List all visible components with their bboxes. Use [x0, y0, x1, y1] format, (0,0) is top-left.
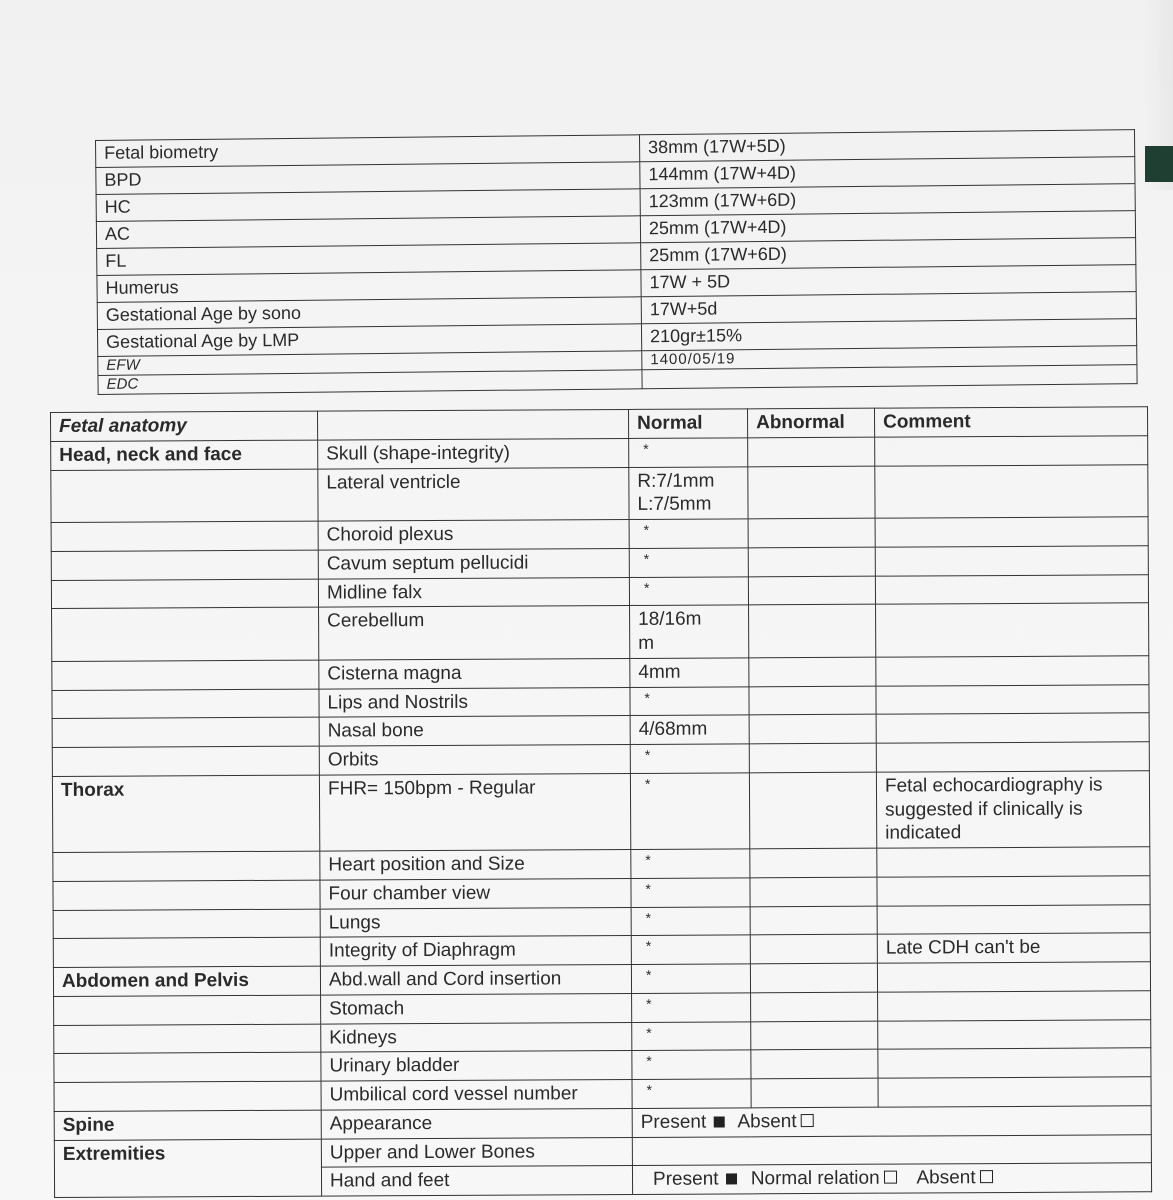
comment-value [877, 847, 1150, 877]
biometry-value: 1400/05/19 [642, 346, 1137, 370]
biometry-value: 17W+5d [641, 292, 1136, 324]
normal-value: * [631, 878, 750, 907]
table-row [52, 770, 1149, 852]
normal-relation-label: Normal relation [750, 1167, 880, 1190]
normal-value: * [630, 744, 749, 773]
region-label: Thorax [52, 775, 319, 853]
region-label [54, 1024, 321, 1054]
normal-value: * [629, 576, 748, 605]
abnormal-value [751, 1049, 878, 1078]
absent-label: Absent [737, 1110, 797, 1133]
normal-value: * [631, 964, 750, 993]
region-label [53, 909, 320, 939]
normal-value: 18/16m m [630, 605, 749, 658]
region-label [53, 851, 320, 881]
anatomy-item: Heart position and Size [320, 849, 631, 879]
normal-value: * [629, 519, 748, 548]
normal-value: * [632, 1050, 751, 1079]
header-item-blank [317, 409, 628, 439]
normal-value: * [630, 773, 749, 850]
region-label [52, 689, 319, 719]
biometry-label: FL [97, 243, 641, 276]
anatomy-item: Midline falx [318, 577, 629, 607]
biometry-label: Humerus [97, 270, 641, 303]
abnormal-value [749, 686, 876, 715]
normal-value: * [631, 906, 750, 935]
comment-value: Late CDH can't be [877, 933, 1150, 963]
anatomy-title: Fetal anatomy [51, 411, 318, 441]
anatomy-item: Integrity of Diaphragm [320, 936, 631, 966]
abnormal-value [748, 437, 875, 466]
normal-value: 4mm [630, 658, 749, 687]
abnormal-value [748, 547, 875, 576]
item-appearance: Appearance [321, 1108, 632, 1138]
anatomy-item: Cisterna magna [319, 658, 630, 688]
abnormal-value [751, 992, 878, 1021]
anatomy-item: Lips and Nostrils [319, 687, 630, 717]
abnormal-value [749, 772, 876, 849]
checked-box-icon [726, 1174, 737, 1185]
abnormal-value [748, 576, 875, 605]
comment-value [877, 904, 1150, 934]
abnormal-value [748, 466, 875, 519]
normal-value: R:7/1mm L:7/5mm [629, 466, 748, 519]
comment-value [875, 574, 1148, 604]
region-label [51, 579, 318, 609]
fetal-anatomy-table [50, 406, 1152, 1198]
comment-value [878, 990, 1151, 1020]
biometry-label: AC [96, 216, 640, 249]
abnormal-value [750, 877, 877, 906]
fetal-biometry-table [95, 129, 1138, 395]
region-label [51, 550, 318, 580]
biometry-label: Gestational Age by sono [97, 297, 641, 330]
biometry-value: 144mm (17W+4D) [640, 157, 1135, 189]
normal-value: * [632, 993, 751, 1022]
table-row [52, 603, 1149, 661]
empty-box-icon [801, 1114, 814, 1127]
biometry-label: EFW [98, 351, 642, 376]
normal-value: 4/68mm [630, 715, 749, 744]
normal-value: * [629, 548, 748, 577]
abnormal-value [751, 1021, 878, 1050]
comment-value [875, 436, 1148, 466]
anatomy-item: Umbilical cord vessel number [321, 1079, 632, 1109]
comment-value: Fetal echocardiography is suggested if clinically is indicated [876, 770, 1149, 848]
biometry-value: 25mm (17W+6D) [641, 238, 1136, 270]
abnormal-value [749, 743, 876, 772]
normal-value: * [631, 849, 750, 878]
anatomy-item: Lungs [320, 907, 631, 937]
abnormal-value [749, 604, 876, 657]
anatomy-item: FHR= 150bpm - Regular [319, 773, 630, 851]
header-normal: Normal [628, 409, 747, 438]
region-label [54, 1052, 321, 1082]
biometry-value: 17W + 5D [641, 265, 1136, 297]
region-label [53, 937, 320, 967]
biometry-label: BPD [96, 162, 640, 195]
anatomy-item: Lateral ventricle [318, 467, 629, 521]
comment-value [876, 742, 1149, 772]
biometry-value [642, 365, 1137, 389]
region-label: Head, neck and face [51, 440, 318, 470]
hand-options [632, 1163, 1151, 1194]
abnormal-value [748, 518, 875, 547]
empty-box-icon [980, 1170, 993, 1183]
biometry-value: 25mm (17W+4D) [640, 211, 1135, 243]
comment-value [878, 1077, 1151, 1107]
biometry-value: 210gr±15% [641, 319, 1136, 351]
comment-value [875, 517, 1148, 547]
spine-options [632, 1105, 1151, 1136]
normal-value: * [631, 935, 750, 964]
table-row [51, 464, 1148, 522]
anatomy-item: Stomach [321, 993, 632, 1023]
comment-value [877, 875, 1150, 905]
empty-box-icon [884, 1171, 897, 1184]
biometry-label: Gestational Age by LMP [97, 324, 641, 357]
abnormal-value [749, 657, 876, 686]
region-label [52, 717, 319, 747]
comment-value [876, 603, 1149, 657]
region-label [53, 880, 320, 910]
absent-label: Absent [916, 1167, 976, 1189]
region-label [54, 1081, 321, 1111]
abnormal-value [751, 1078, 878, 1107]
abnormal-value [750, 906, 877, 935]
comment-value [876, 713, 1149, 743]
abnormal-value [750, 963, 877, 992]
anatomy-item: Abd.wall and Cord insertion [320, 964, 631, 994]
region-spine: Spine [54, 1110, 321, 1140]
biometry-label: Fetal biometry [96, 135, 640, 168]
header-abnormal: Abnormal [747, 408, 874, 437]
comment-value [875, 546, 1148, 576]
region-extremities: Extremities [54, 1139, 321, 1198]
abnormal-value [749, 714, 876, 743]
normal-value: * [632, 1079, 751, 1108]
anatomy-item: Cavum septum pellucidi [318, 548, 629, 578]
present-label: Present [640, 1111, 707, 1133]
anatomy-item: Kidneys [321, 1022, 632, 1052]
comment-value [875, 464, 1148, 518]
comment-value [878, 1048, 1151, 1078]
region-label [51, 469, 318, 523]
abnormal-value [750, 848, 877, 877]
anatomy-item: Nasal bone [319, 716, 630, 746]
normal-value: * [629, 438, 748, 467]
normal-value: * [630, 686, 749, 715]
biometry-label: EDC [98, 370, 642, 395]
comment-value [876, 684, 1149, 714]
comment-value [876, 656, 1149, 686]
biometry-value: 123mm (17W+6D) [640, 184, 1135, 216]
item-upper-lower-bones: Upper and Lower Bones [321, 1137, 632, 1167]
item-hand-feet: Hand and feet [321, 1166, 632, 1196]
comment-value [877, 962, 1150, 992]
anatomy-item: Cerebellum [319, 606, 630, 660]
region-label [52, 607, 319, 661]
region-label [52, 660, 319, 690]
normal-value: * [632, 1021, 751, 1050]
anatomy-item: Orbits [319, 744, 630, 774]
anatomy-item: Skull (shape-integrity) [318, 438, 629, 468]
region-label [52, 746, 319, 776]
region-label [54, 995, 321, 1025]
anatomy-item: Choroid plexus [318, 519, 629, 549]
region-label: Abdomen and Pelvis [53, 966, 320, 996]
background-edge [1145, 146, 1173, 182]
region-label [51, 521, 318, 551]
biometry-value: 38mm (17W+5D) [639, 130, 1134, 162]
anatomy-item: Four chamber view [320, 878, 631, 908]
present-label: Present [652, 1168, 719, 1191]
header-comment: Comment [874, 407, 1147, 437]
checked-box-icon [714, 1116, 725, 1127]
abnormal-value [750, 934, 877, 963]
comment-value [878, 1019, 1151, 1049]
biometry-label: HC [96, 189, 640, 222]
anatomy-item: Urinary bladder [321, 1051, 632, 1081]
bones-options [632, 1134, 1151, 1165]
